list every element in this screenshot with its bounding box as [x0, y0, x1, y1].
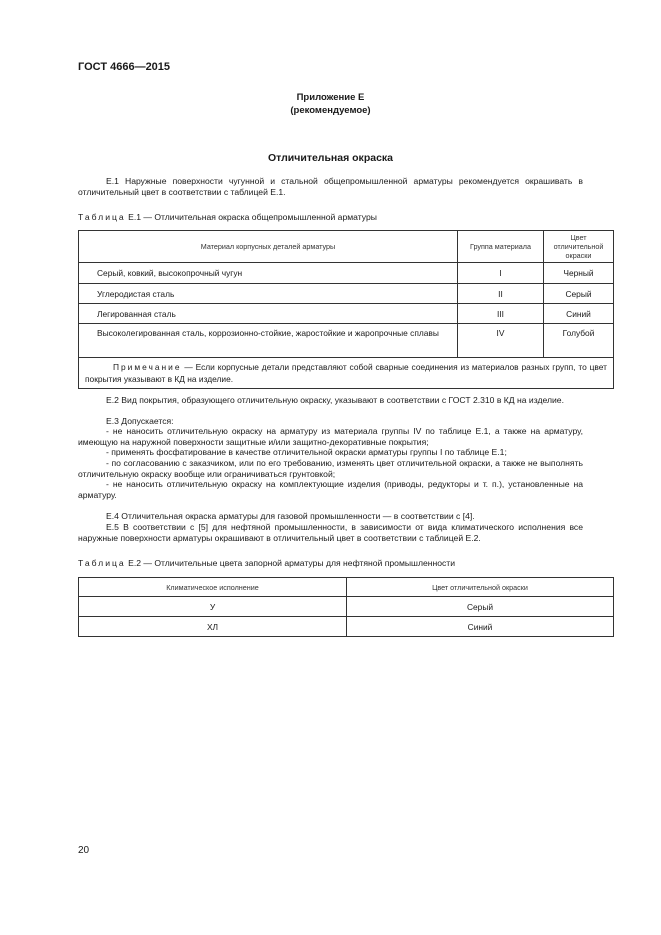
table-cell: Синий [347, 617, 614, 637]
paragraph-e1: Е.1 Наружные поверхности чугунной и стальной общепромышленной арматуры рекомендуется окрашивать в отличительный цвет в соответствии с таблицей Е.1. [78, 176, 583, 197]
table-cell: Серый [544, 284, 614, 304]
section-title: Отличительная окраска [267, 152, 394, 164]
paragraph-e3-item: - применять фосфатирование в качестве отличительной окраски арматуры группы I по таблице Е.1; [106, 447, 507, 457]
paragraph-e5: Е.5 В соответствии с [5] для нефтяной промышленности, в зависимости от вида климатического исполнения все наружные поверхности арматуры окрашивают в отличительный цвет в соответствии с таблицей Е.2. [78, 522, 583, 543]
table2-header-row [79, 578, 614, 597]
table-cell: Высоколегированная сталь, коррозионно-стойкие, жаростойкие и жаропрочные сплавы [79, 324, 458, 358]
table-row [79, 263, 614, 284]
table-e2 [78, 577, 614, 637]
paragraph-e3: Е.3 Допускается: [106, 416, 174, 426]
table-cell: Легированная сталь [79, 304, 458, 324]
table-row [79, 304, 614, 324]
table-cell: III [458, 304, 544, 324]
table1-caption: Таблица Е.1 — Отличительная окраска общепромышленной арматуры [78, 212, 377, 222]
paragraph-e4: Е.4 Отличительная окраска арматуры для газовой промышленности — в соответствии с [4]. [106, 511, 475, 521]
table-cell: ХЛ [79, 617, 347, 637]
paragraph-e3-item: - по согласованию с заказчиком, или по его требованию, изменять цвет отличительной окраски, а также не выполнять отличительную окраску вообще или ограничиваться грунтовкой; [78, 458, 583, 479]
table-cell: Синий [544, 304, 614, 324]
table-cell: II [458, 284, 544, 304]
table1-note: Примечание — Если корпусные детали представляют собой сварные соединения из материалов разных групп, то цвет покрытия указывают в КД на изделие. [79, 358, 614, 389]
document-header: ГОСТ 4666—2015 [78, 61, 171, 73]
table2-header-color: Цвет отличительной окраски [347, 578, 614, 597]
table1-note-row [79, 358, 614, 389]
table-row [79, 324, 614, 358]
table1-header-material: Материал корпусных деталей арматуры [79, 231, 458, 263]
appendix-title: Приложение Е [296, 92, 365, 103]
table-row [79, 284, 614, 304]
table-cell: Черный [544, 263, 614, 284]
table1-header-group: Группа материала [458, 231, 544, 263]
paragraph-e3-item: - не наносить отличительную окраску на комплектующие изделия (приводы, редукторы и т. п.), установленные на арматуру. [78, 479, 583, 500]
table-cell: Голубой [544, 324, 614, 358]
table-cell: Серый, ковкий, высокопрочный чугун [79, 263, 458, 284]
page-number: 20 [78, 845, 90, 856]
table-row [79, 617, 614, 637]
table-cell: У [79, 597, 347, 617]
table-e1 [78, 230, 614, 389]
paragraph-e2: Е.2 Вид покрытия, образующего отличительную окраску, указывают в соответствии с ГОСТ 2.310 в КД на изделие. [106, 395, 564, 405]
table-cell: IV [458, 324, 544, 358]
table2-caption: Таблица Е.2 — Отличительные цвета запорной арматуры для нефтяной промышленности [78, 558, 456, 568]
table2-header-climate: Климатическое исполнение [79, 578, 347, 597]
table-row [79, 597, 614, 617]
table-cell: I [458, 263, 544, 284]
table-cell: Серый [347, 597, 614, 617]
table-cell: Углеродистая сталь [79, 284, 458, 304]
appendix-subtitle: (рекомендуемое) [290, 105, 371, 116]
table1-header-color: Цвет отличительной окраски [544, 231, 614, 263]
table1-header-row [79, 231, 614, 263]
paragraph-e3-item: - не наносить отличительную окраску на арматуру из материала группы IV по таблице Е.1, а также на арматуру, имеющую на наружной поверхности защитные и/или защитно-декоративные покрытия; [78, 426, 583, 447]
